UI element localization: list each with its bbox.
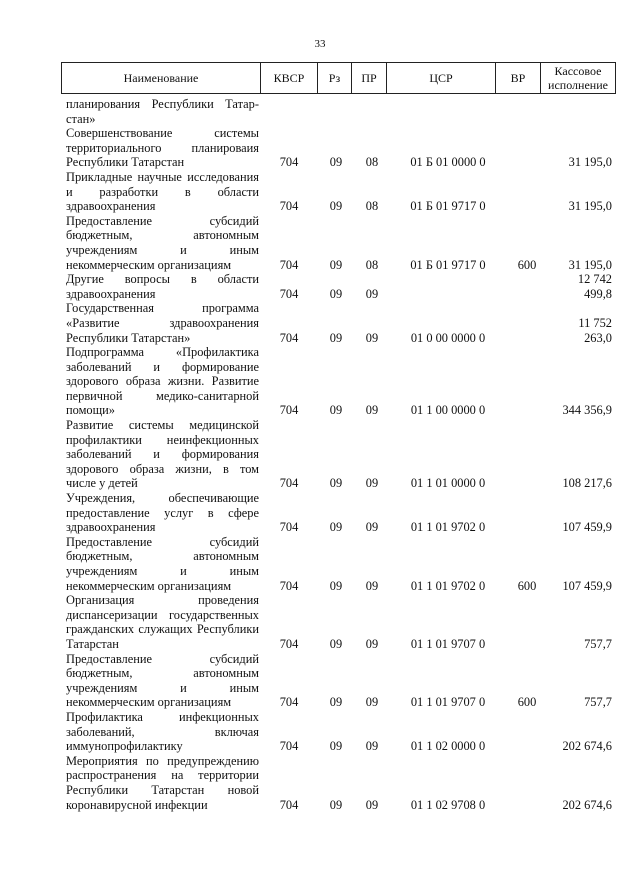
cell-kvsr: 704 bbox=[279, 403, 299, 418]
cell-name: Государственная программа «Развитие здравоохранения Республики Татарстан» bbox=[66, 301, 259, 345]
cell-pr: 09 bbox=[365, 476, 379, 491]
cell-kassa: 344 356,9 bbox=[562, 403, 612, 418]
cell-pr: 08 bbox=[365, 155, 379, 170]
column-header-name: Наименование bbox=[62, 63, 261, 94]
cell-kassa: 757,7 bbox=[584, 636, 612, 651]
column-header-rz: Рз bbox=[318, 63, 352, 94]
cell-kassa: 31 195,0 bbox=[568, 155, 612, 170]
column-header-csr: ЦСР bbox=[387, 63, 496, 94]
cell-rz: 09 bbox=[329, 199, 343, 214]
cell-kvsr: 704 bbox=[279, 155, 299, 170]
cell-pr: 09 bbox=[365, 330, 379, 345]
table-header bbox=[61, 62, 616, 94]
cell-name: Другие вопросы в области здравоохранения bbox=[66, 272, 259, 301]
cell-pr: 09 bbox=[365, 403, 379, 418]
cell-pr: 09 bbox=[365, 739, 379, 754]
cell-name: Предоставление субсидий бюджетным, автономным учреждениям и иным некоммерческим организациям bbox=[66, 651, 259, 710]
cell-kvsr: 704 bbox=[279, 330, 299, 345]
cell-csr: 01 1 01 9702 0 bbox=[410, 578, 486, 593]
cell-name: Предоставление субсидий бюджетным, автономным учреждениям и иным некоммерческим организациям bbox=[66, 213, 259, 272]
cell-rz: 09 bbox=[329, 636, 343, 651]
cell-csr: 01 1 01 9707 0 bbox=[410, 636, 486, 651]
table-row bbox=[61, 652, 614, 710]
cell-rz: 09 bbox=[329, 578, 343, 593]
table-row bbox=[61, 418, 614, 491]
table-body bbox=[61, 97, 614, 812]
cell-csr: 01 1 01 0000 0 bbox=[410, 476, 486, 491]
table-row bbox=[61, 345, 614, 418]
cell-csr: 01 0 00 0000 0 bbox=[410, 330, 486, 345]
column-header-kassa-line1: Кассовое bbox=[554, 64, 602, 78]
cell-kassa: 202 674,6 bbox=[562, 739, 612, 754]
cell-kvsr: 704 bbox=[279, 286, 299, 301]
cell-rz: 09 bbox=[329, 155, 343, 170]
cell-kvsr: 704 bbox=[279, 739, 299, 754]
page-number: 33 bbox=[314, 38, 326, 50]
cell-pr: 09 bbox=[365, 636, 379, 651]
cell-kassa: 31 195,0 bbox=[568, 199, 612, 214]
cell-vr: 600 bbox=[517, 578, 537, 593]
cell-vr: 600 bbox=[517, 257, 537, 272]
table-row bbox=[61, 214, 614, 272]
cell-kassa: 107 459,9 bbox=[562, 578, 612, 593]
cell-kassa: 757,7 bbox=[584, 695, 612, 710]
cell-kassa: 107 459,9 bbox=[562, 520, 612, 535]
column-header-kassa bbox=[541, 63, 616, 94]
cell-vr: 600 bbox=[517, 695, 537, 710]
cell-csr: 01 Б 01 9717 0 bbox=[410, 257, 486, 272]
cell-kvsr: 704 bbox=[279, 578, 299, 593]
column-header-kassa-line2: исполнение bbox=[548, 78, 608, 92]
column-header-pr: ПР bbox=[352, 63, 387, 94]
cell-rz: 09 bbox=[329, 286, 343, 301]
cell-name: Профилактика инфекционных заболеваний, включая иммунопрофилактику bbox=[66, 709, 259, 754]
cell-pr: 09 bbox=[365, 286, 379, 301]
cell-name: Подпрограмма «Профилактика заболеваний и формирование здорового образа жизни. Развитие первичной медико-санитарной помощи» bbox=[66, 345, 259, 418]
cell-kvsr: 704 bbox=[279, 257, 299, 272]
cell-csr: 01 Б 01 0000 0 bbox=[410, 155, 486, 170]
cell-kvsr: 704 bbox=[279, 199, 299, 214]
cell-kvsr: 704 bbox=[279, 476, 299, 491]
cell-pr: 09 bbox=[365, 797, 379, 812]
cell-name: планирования Республики Татар-стан» bbox=[66, 97, 259, 126]
table-row bbox=[61, 754, 614, 812]
cell-name: Организация проведения диспансеризации государственных гражданских служащих Республики Татарстан bbox=[66, 593, 259, 651]
cell-kassa: 202 674,6 bbox=[562, 797, 612, 812]
cell-kassa: 11 752 263,0 bbox=[578, 315, 612, 345]
cell-rz: 09 bbox=[329, 403, 343, 418]
cell-csr: 01 1 02 9708 0 bbox=[410, 797, 486, 812]
cell-csr: 01 1 00 0000 0 bbox=[410, 403, 486, 418]
cell-rz: 09 bbox=[329, 330, 343, 345]
cell-name: Развитие системы медицинской профилактики неинфекционных заболеваний и формирования здорового образа жизни, в том числе у детей bbox=[66, 418, 259, 491]
cell-name: Совершенствование системы территориального планироваия Республики Татарстан bbox=[66, 126, 259, 170]
table-row bbox=[61, 170, 614, 214]
cell-csr: 01 Б 01 9717 0 bbox=[410, 199, 486, 214]
cell-name: Прикладные научные исследования и разработки в области здравоохранения bbox=[66, 169, 259, 214]
column-header-vr: ВР bbox=[496, 63, 541, 94]
cell-rz: 09 bbox=[329, 797, 343, 812]
cell-csr: 01 1 02 0000 0 bbox=[410, 739, 486, 754]
table-row bbox=[61, 272, 614, 301]
cell-kvsr: 704 bbox=[279, 636, 299, 651]
column-header-kvsr: КВСР bbox=[261, 63, 318, 94]
cell-pr: 08 bbox=[365, 257, 379, 272]
cell-kassa: 12 742 499,8 bbox=[577, 272, 612, 301]
cell-csr: 01 1 01 9702 0 bbox=[410, 520, 486, 535]
cell-name: Учреждения, обеспечивающие предоставление услуг в сфере здравоохранения bbox=[66, 491, 259, 535]
cell-rz: 09 bbox=[329, 695, 343, 710]
cell-kassa: 31 195,0 bbox=[568, 257, 612, 272]
table-row bbox=[61, 97, 614, 126]
cell-pr: 09 bbox=[365, 578, 379, 593]
cell-kvsr: 704 bbox=[279, 797, 299, 812]
table-row bbox=[61, 126, 614, 170]
cell-kassa: 108 217,6 bbox=[562, 476, 612, 491]
cell-rz: 09 bbox=[329, 520, 343, 535]
table-row bbox=[61, 535, 614, 593]
cell-kvsr: 704 bbox=[279, 520, 299, 535]
cell-kvsr: 704 bbox=[279, 695, 299, 710]
cell-pr: 09 bbox=[365, 520, 379, 535]
cell-pr: 08 bbox=[365, 199, 379, 214]
cell-pr: 09 bbox=[365, 695, 379, 710]
cell-rz: 09 bbox=[329, 739, 343, 754]
table-row bbox=[61, 710, 614, 754]
cell-rz: 09 bbox=[329, 476, 343, 491]
table-row bbox=[61, 593, 614, 651]
cell-name: Мероприятия по предупреждению распространения на территории Республики Татарстан новой коронавирусной инфекции bbox=[66, 753, 259, 812]
cell-csr: 01 1 01 9707 0 bbox=[410, 695, 486, 710]
cell-rz: 09 bbox=[329, 257, 343, 272]
table-row bbox=[61, 301, 614, 345]
cell-name: Предоставление субсидий бюджетным, автономным учреждениям и иным некоммерческим организациям bbox=[66, 534, 259, 593]
table-row bbox=[61, 491, 614, 535]
